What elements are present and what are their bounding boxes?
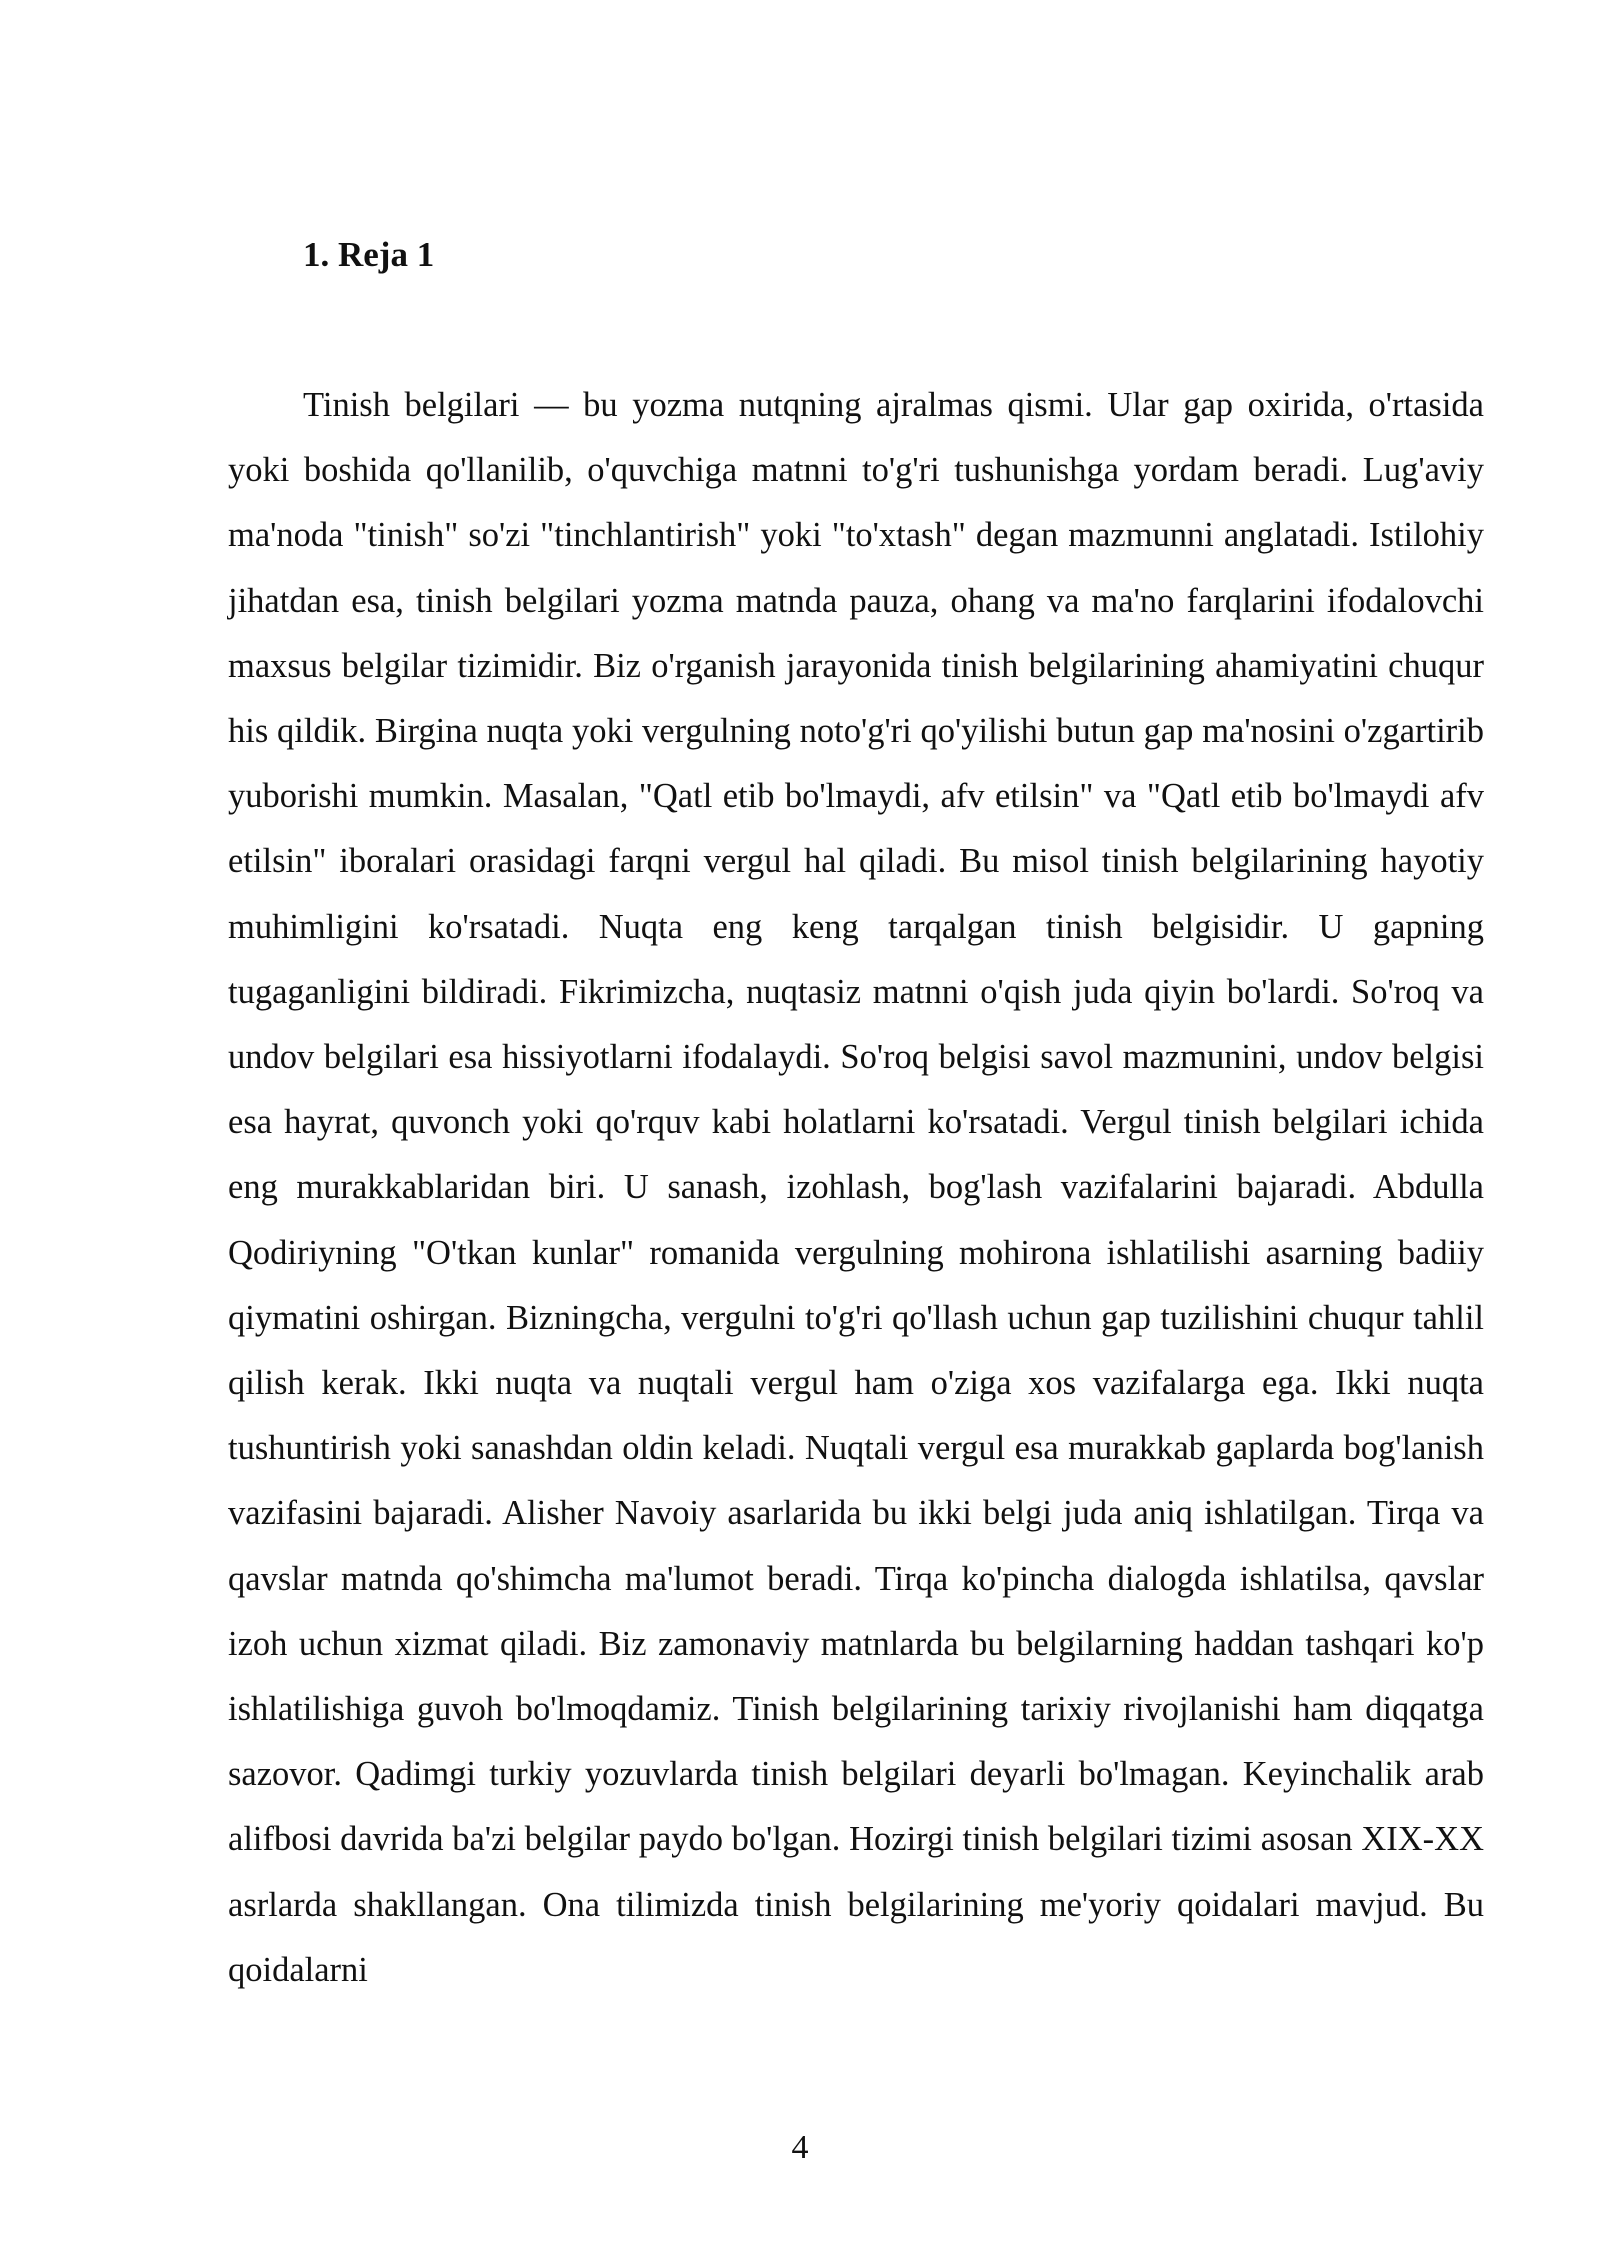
section-heading: 1. Reja 1 [303, 235, 435, 274]
body-paragraph: Tinish belgilari — bu yozma nutqning ajralmas qismi. Ular gap oxirida, o'rtasida yoki boshida qo'llanilib, o'quvchiga matnni to'g'ri tushunishga yordam beradi. Lug'aviy ma'noda "tinish" so'zi "tinchlantirish" yoki "to'xtash" degan mazmunni anglatadi. Istilohiy jihatdan esa, tinish belgilari yozma matnda pauza, ohang va ma'no farqlarini ifodalovchi maxsus belgilar tizimidir. Biz o'rganish jarayonida tinish belgilarining ahamiyatini chuqur his qildik. Birgina nuqta yoki vergulning noto'g'ri qo'yilishi butun gap ma'nosini o'zgartirib yuborishi mumkin. Masalan, "Qatl etib bo'lmaydi, afv etilsin" va "Qatl etib bo'lmaydi afv etilsin" iboralari orasidagi farqni vergul hal qiladi. Bu misol tinish belgilarining hayotiy muhimligini ko'rsatadi. Nuqta eng keng tarqalgan tinish belgisidir. U gapning tugaganligini bildiradi. Fikrimizcha, nuqtasiz matnni o'qish juda qiyin bo'lardi. So'roq va undov belgilari esa hissiyotlarni ifodalaydi. So'roq belgisi savol mazmunini, undov belgisi esa hayrat, quvonch yoki qo'rquv kabi holatlarni ko'rsatadi. Vergul tinish belgilari ichida eng murakkablaridan biri. U sanash, izohlash, bog'lash vazifalarini bajaradi. Abdulla Qodiriyning "O'tkan kunlar" romanida vergulning mohirona ishlatilishi asarning badiiy qiymatini oshirgan. Bizningcha, vergulni to'g'ri qo'llash uchun gap tuzilishini chuqur tahlil qilish kerak. Ikki nuqta va nuqtali vergul ham o'ziga xos vazifalarga ega. Ikki nuqta tushuntirish yoki sanashdan oldin keladi. Nuqtali vergul esa murakkab gaplarda bog'lanish vazifasini bajaradi. Alisher Navoiy asarlarida bu ikki belgi juda aniq ishlatilgan. Tirqa va qavslar matnda qo'shimcha ma'lumot beradi. Tirqa ko'pincha dialogda ishlatilsa, qavslar izoh uchun xizmat qiladi. Biz zamonaviy matnlarda bu belgilarning haddan tashqari ko'p ishlatilishiga guvoh bo'lmoqdamiz. Tinish belgilarining tarixiy rivojlanishi ham diqqatga sazovor. Qadimgi turkiy yozuvlarda tinish belgilari deyarli bo'lmagan. Keyinchalik arab alifbosi davrida ba'zi belgilar paydo bo'lgan. Hozirgi tinish belgilari tizimi asosan XIX-XX asrlarda shakllangan. Ona tilimizda tinish belgilarining me'yoriy qoidalari mavjud. Bu qoidalarni [228, 386, 1484, 1989]
page-number: 4 [791, 2129, 809, 2166]
